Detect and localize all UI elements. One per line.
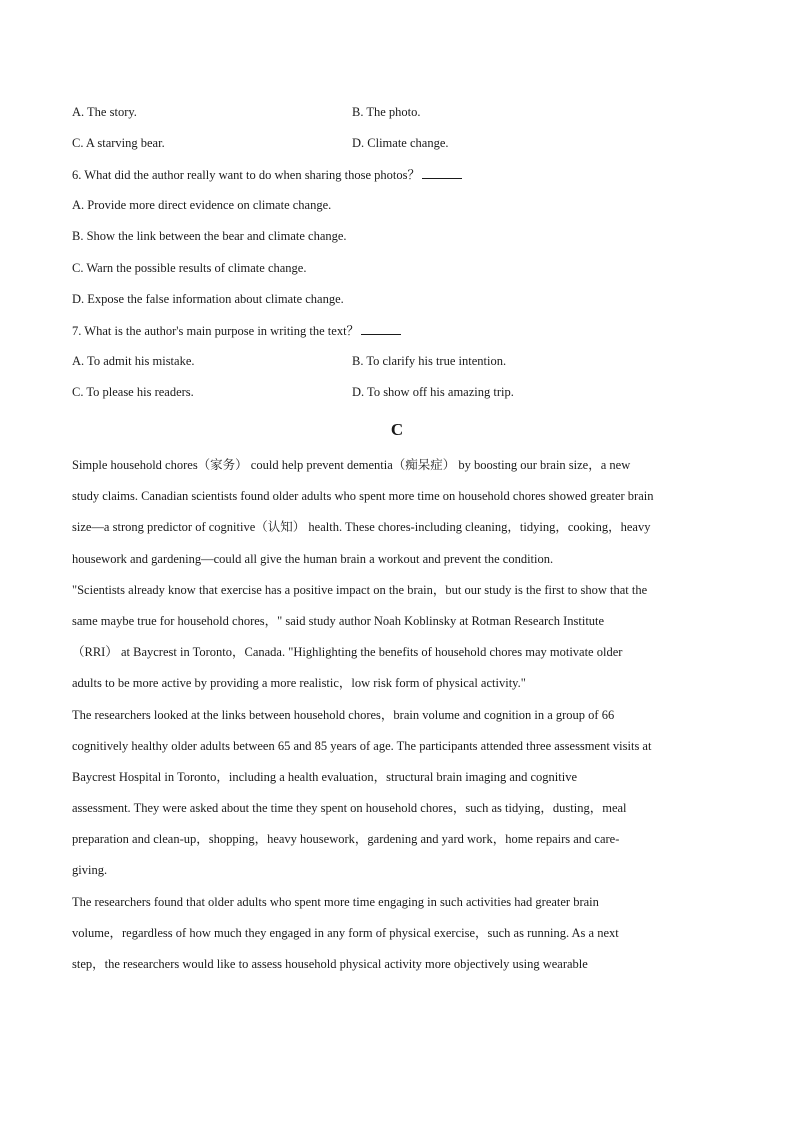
q6-option-d[interactable]: D. Expose the false information about climate change. bbox=[72, 292, 344, 306]
q7-option-d[interactable]: D. To show off his amazing trip. bbox=[352, 385, 514, 399]
q7-question-text: 7. What is the author's main purpose in writing the text？ bbox=[72, 324, 360, 338]
section-title: C bbox=[390, 420, 404, 439]
passage-line: size—a strong predictor of cognitive（认知） health. These chores-including cleaning，tidying，cooking，heavy bbox=[72, 520, 651, 535]
q6-question-text: 6. What did the author really want to do when sharing those photos？ bbox=[72, 168, 420, 182]
passage-line: adults to be more active by providing a more realistic，low risk form of physical activity." bbox=[72, 676, 526, 691]
passage-line: housework and gardening—could all give the human brain a workout and prevent the condition. bbox=[72, 551, 554, 566]
passage-line: preparation and clean-up，shopping，heavy housework，gardening and yard work，home repairs and care- bbox=[72, 832, 620, 847]
passage-line: cognitively healthy older adults between 65 and 85 years of age. The participants attended three assessment visits at bbox=[72, 738, 652, 753]
q7-option-b[interactable]: B. To clarify his true intention. bbox=[352, 354, 507, 368]
passage-line: The researchers looked at the links between household chores，brain volume and cognition in a group of 66 bbox=[72, 707, 615, 722]
q6-answer-blank[interactable] bbox=[422, 166, 462, 179]
q5-option-d[interactable]: D. Climate change. bbox=[352, 136, 449, 150]
passage-line: step，the researchers would like to assess household physical activity more objectively using wearable bbox=[72, 957, 588, 971]
passage-line: The researchers found that older adults who spent more time engaging in such activities had greater brain bbox=[72, 894, 599, 909]
q5-option-a[interactable]: A. The story. bbox=[72, 105, 137, 119]
q6-option-b[interactable]: B. Show the link between the bear and climate change. bbox=[72, 229, 347, 243]
q6-question bbox=[72, 166, 462, 183]
passage-line: Baycrest Hospital in Toronto，including a health evaluation，structural brain imaging and cognitive bbox=[72, 769, 578, 784]
q5-option-c[interactable]: C. A starving bear. bbox=[72, 136, 165, 150]
passage-line: "Scientists already know that exercise has a positive impact on the brain，but our study is the first to show that the bbox=[72, 582, 648, 597]
passage-line: same maybe true for household chores，" said study author Noah Koblinsky at Rotman Research Institute bbox=[72, 613, 605, 628]
passage-line: study claims. Canadian scientists found older adults who spent more time on household chores showed greater brain bbox=[72, 489, 654, 504]
reading-passage bbox=[72, 457, 732, 987]
passage-line: volume，regardless of how much they engaged in any form of physical exercise，such as running. As a next bbox=[72, 925, 619, 940]
q7-option-a[interactable]: A. To admit his mistake. bbox=[72, 354, 195, 368]
q7-answer-blank[interactable] bbox=[361, 322, 401, 335]
passage-line: assessment. They were asked about the time they spent on household chores，such as tidying，dusting，meal bbox=[72, 801, 627, 816]
passage-line: giving. bbox=[72, 863, 108, 878]
q6-option-a[interactable]: A. Provide more direct evidence on climate change. bbox=[72, 198, 332, 212]
q6-option-c[interactable]: C. Warn the possible results of climate change. bbox=[72, 261, 307, 275]
passage-line: （RRI） at Baycrest in Toronto，Canada. "Highlighting the benefits of household chores may motivate older bbox=[72, 645, 623, 660]
q7-question bbox=[72, 322, 401, 339]
q7-option-c[interactable]: C. To please his readers. bbox=[72, 385, 194, 399]
passage-line: Simple household chores（家务） could help prevent dementia（痴呆症） by boosting our brain size，a new bbox=[72, 458, 631, 472]
q5-option-b[interactable]: B. The photo. bbox=[352, 105, 421, 119]
